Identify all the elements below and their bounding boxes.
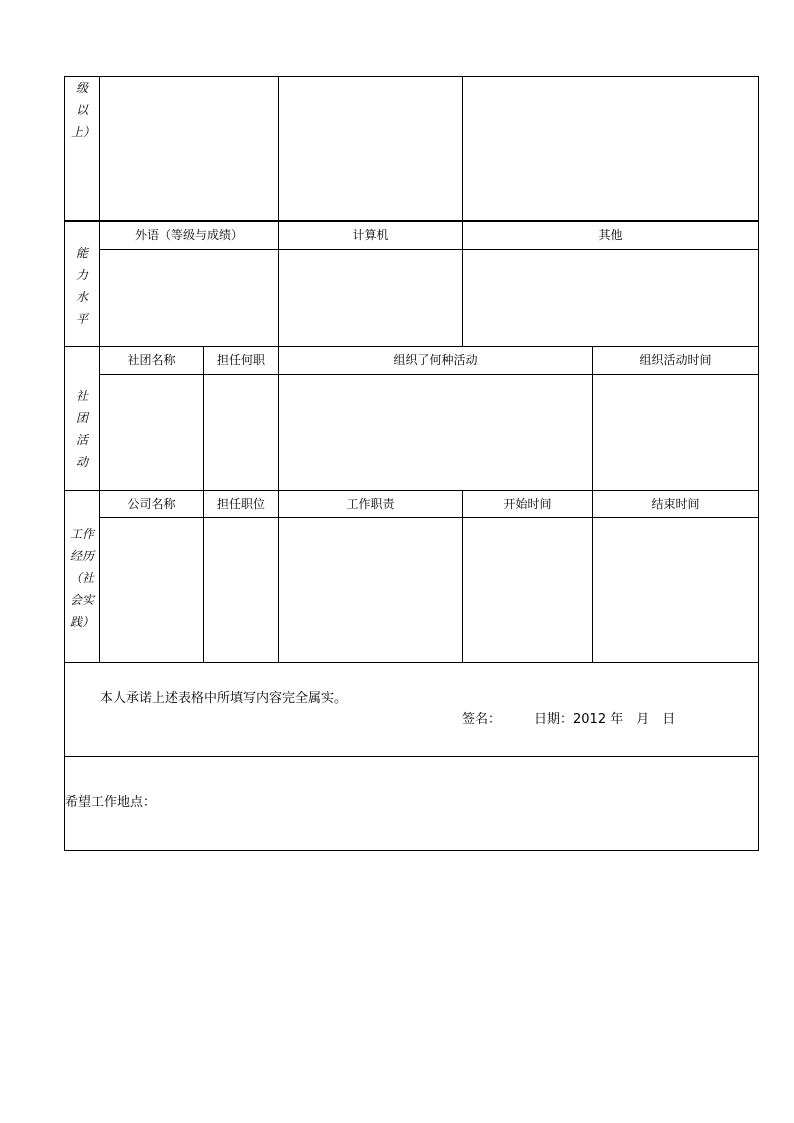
label-column-line — [99, 76, 100, 663]
divider-work — [64, 490, 759, 491]
divider-ability — [64, 220, 759, 222]
border-top — [64, 76, 759, 77]
header-other: 其他 — [598, 228, 623, 242]
signature-label: 签名： — [462, 712, 502, 727]
club-header-line — [99, 374, 759, 375]
ability-section-label: 能 力 水 平 — [75, 246, 88, 326]
club-col-3 — [592, 346, 593, 490]
date-label: 日期：2012 年 月 日 — [534, 712, 676, 727]
header-company-name: 公司名称 — [127, 497, 176, 511]
work-col-2 — [278, 490, 279, 662]
header-foreign-language: 外语（等级与成绩） — [134, 228, 243, 242]
work-col-4 — [592, 490, 593, 662]
header-start-time: 开始时间 — [503, 497, 552, 511]
ability-header-line — [99, 249, 759, 250]
education-tail-label: 级以 上） — [71, 81, 96, 139]
work-header-line — [99, 517, 759, 518]
divider-pledge — [64, 662, 759, 663]
header-position: 担任职位 — [216, 497, 265, 511]
divider-location — [64, 756, 759, 757]
header-club-name: 社团名称 — [127, 353, 176, 367]
border-bottom — [64, 850, 759, 851]
club-col-2 — [278, 346, 279, 490]
header-end-time: 结束时间 — [651, 497, 700, 511]
edu-col-1 — [278, 76, 279, 221]
work-col-1 — [203, 490, 204, 662]
work-section-label: 工作 经历 （社 会实 践） — [69, 527, 94, 629]
header-club-time: 组织活动时间 — [639, 353, 712, 367]
pledge-statement: 本人承诺上述表格中所填写内容完全属实。 — [100, 691, 348, 706]
club-section-label: 社 团 活 动 — [75, 389, 88, 469]
border-left — [64, 76, 65, 851]
header-duties: 工作职责 — [346, 497, 395, 511]
header-club-activity: 组织了何种活动 — [393, 353, 478, 367]
edu-col-2 — [462, 76, 463, 221]
club-col-1 — [203, 346, 204, 490]
desired-location-label: 希望工作地点： — [65, 795, 157, 810]
border-right — [758, 76, 759, 851]
divider-club — [64, 346, 759, 347]
header-club-role: 担任何职 — [216, 353, 265, 367]
header-computer: 计算机 — [352, 228, 389, 242]
work-col-3 — [462, 490, 463, 662]
